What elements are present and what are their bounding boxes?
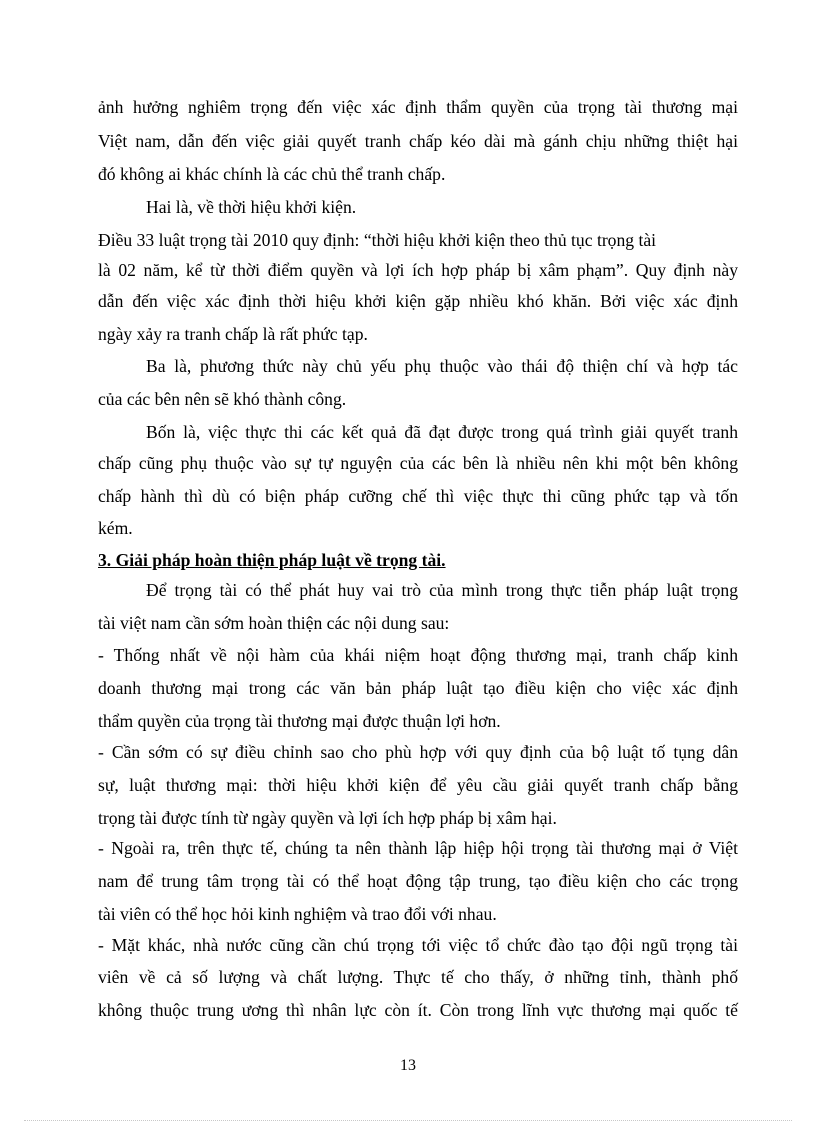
text-line: chấp hành thì dù có biện pháp cưỡng chế thì việc thực thi cũng phức tạp và tốn bbox=[98, 486, 738, 506]
text-line: Điều 33 luật trọng tài 2010 quy định: “thời hiệu khởi kiện theo thủ tục trọng tài bbox=[98, 230, 657, 250]
text-line: của các bên nên sẽ khó thành công. bbox=[98, 389, 347, 409]
text-line: là 02 năm, kể từ thời điểm quyền và lợi ích hợp pháp bị xâm phạm”. Quy định này bbox=[98, 260, 738, 280]
text-line: tài việt nam cần sớm hoàn thiện các nội dung sau: bbox=[98, 613, 450, 633]
text-line: nam để trung tâm trọng tài có thể hoạt động tập trung, tạo điều kiện cho các trọng bbox=[98, 871, 738, 891]
text-line: Việt nam, dẫn đến việc giải quyết tranh chấp kéo dài mà gánh chịu những thiệt hại bbox=[98, 131, 738, 151]
text-line: đó không ai khác chính là các chủ thể tranh chấp. bbox=[98, 164, 446, 184]
text-line: tài viên có thể học hỏi kinh nghiệm và trao đổi với nhau. bbox=[98, 904, 497, 924]
text-line: ảnh hưởng nghiêm trọng đến việc xác định thẩm quyền của trọng tài thương mại bbox=[98, 97, 738, 117]
text-line: - Thống nhất về nội hàm của khái niệm hoạt động thương mại, tranh chấp kinh bbox=[98, 645, 738, 665]
text-line: Để trọng tài có thể phát huy vai trò của mình trong thực tiễn pháp luật trọng bbox=[146, 580, 738, 600]
text-line: Bốn là, việc thực thi các kết quả đã đạt được trong quá trình giải quyết tranh bbox=[146, 422, 738, 442]
page-bottom-divider bbox=[24, 1120, 792, 1121]
text-line: kém. bbox=[98, 518, 133, 538]
text-line: - Mặt khác, nhà nước cũng cần chú trọng tới việc tổ chức đào tạo đội ngũ trọng tài bbox=[98, 935, 738, 955]
text-line: ngày xảy ra tranh chấp là rất phức tạp. bbox=[98, 324, 368, 344]
text-line: không thuộc trung ương thì nhân lực còn ít. Còn trong lĩnh vực thương mại quốc tế bbox=[98, 1000, 738, 1020]
text-line: thẩm quyền của trọng tài thương mại được thuận lợi hơn. bbox=[98, 711, 501, 731]
text-line: Ba là, phương thức này chủ yếu phụ thuộc vào thái độ thiện chí và hợp tác bbox=[146, 356, 738, 376]
text-line: - Ngoài ra, trên thực tế, chúng ta nên thành lập hiệp hội trọng tài thương mại ở Việt bbox=[98, 838, 738, 858]
text-line: sự, luật thương mại: thời hiệu khởi kiện để yêu cầu giải quyết tranh chấp bằng bbox=[98, 775, 738, 795]
text-line: doanh thương mại trong các văn bản pháp luật tạo điều kiện cho việc xác định bbox=[98, 678, 738, 698]
text-line: Hai là, về thời hiệu khởi kiện. bbox=[146, 197, 357, 217]
text-line: - Cần sớm có sự điều chỉnh sao cho phù hợp với quy định của bộ luật tố tụng dân bbox=[98, 742, 738, 762]
text-line: chấp cũng phụ thuộc vào sự tự nguyện của các bên là nhiều nên khi một bên không bbox=[98, 453, 738, 473]
text-line: trọng tài được tính từ ngày quyền và lợi ích hợp pháp bị xâm hại. bbox=[98, 808, 557, 828]
section-heading: 3. Giải pháp hoàn thiện pháp luật về trọng tài. bbox=[98, 550, 446, 570]
text-line: viên về cả số lượng và chất lượng. Thực tế cho thấy, ở những tỉnh, thành phố bbox=[98, 967, 738, 987]
page-number: 13 bbox=[400, 1057, 416, 1074]
text-line: dẫn đến việc xác định thời hiệu khởi kiện gặp nhiều khó khăn. Bởi việc xác định bbox=[98, 291, 738, 311]
